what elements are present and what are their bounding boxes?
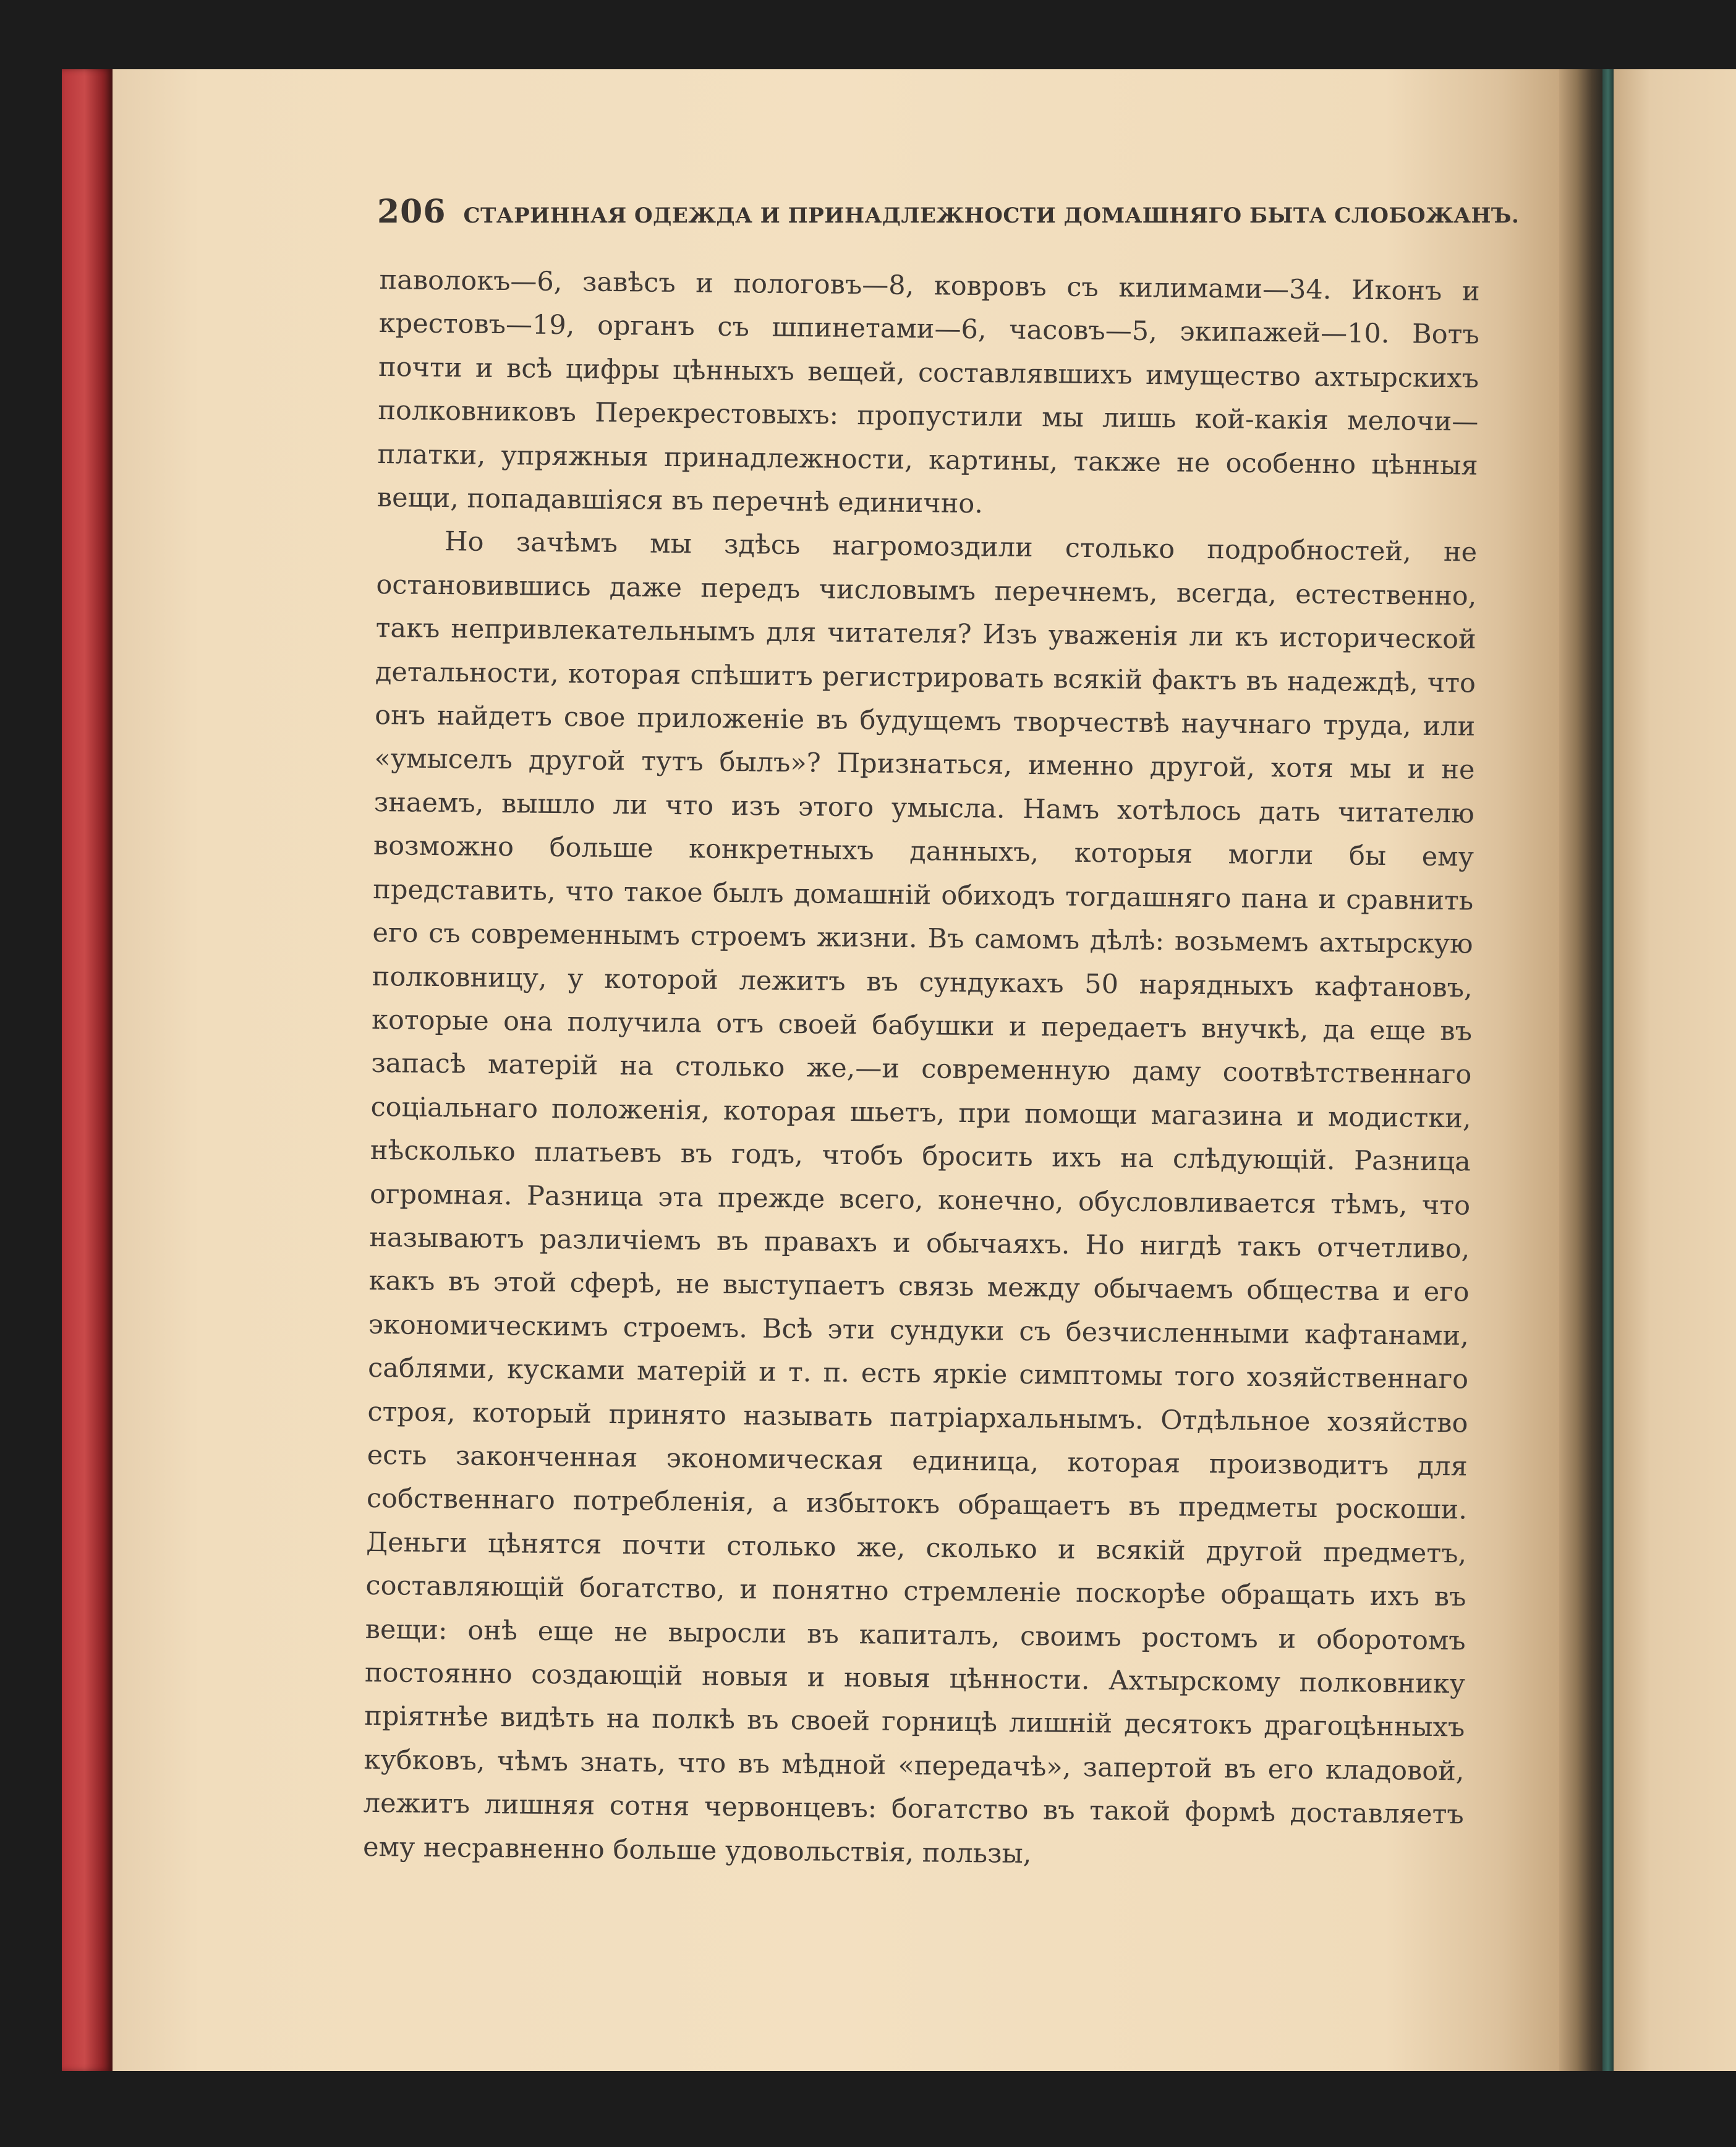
page-body bbox=[361, 258, 1480, 2038]
red-book-spine bbox=[62, 69, 113, 2071]
page-header bbox=[377, 193, 1520, 236]
running-title: СТАРИННАЯ ОДЕЖДА И ПРИНАДЛЕЖНОСТИ ДОМАШНЯГО БЫТА СЛОБОЖАНЪ. bbox=[463, 203, 1520, 228]
paragraph: Но зачѣмъ мы здѣсь нагромоздили столько подробностей, не остановившись даже передъ числовымъ перечнемъ, всегда, естественно, такъ непривлекательнымъ для читателя? Изъ уваженія ли къ исторической детальности, которая спѣшитъ регистрировать всякій фактъ въ надеждѣ, что онъ найдетъ свое приложеніе въ будущемъ творчествѣ научнаго труда, или «умыселъ другой тутъ былъ»? Признаться, именно другой, хотя мы и не знаемъ, вышло ли что изъ этого умысла. Намъ хотѣлось дать читателю возможно больше конкретныхъ данныхъ, которыя могли бы ему представить, что такое былъ домашній обиходъ тогдашняго пана и сравнить его съ современнымъ строемъ жизни. Въ самомъ дѣлѣ: возьмемъ ахтырскую полковницу, у которой лежитъ въ сундукахъ 50 нарядныхъ кафтановъ, которые она получила отъ своей бабушки и передаетъ внучкѣ, да еще въ запасѣ матерій на столько же,—и современную даму соотвѣтственнаго соціальнаго положенія, которая шьетъ, при помощи магазина и модистки, нѣсколько платьевъ въ годъ, чтобъ бросить ихъ на слѣдующій. Разница огромная. Разница эта прежде всего, конечно, обусловливается тѣмъ, что называютъ различіемъ въ правахъ и обычаяхъ. Но нигдѣ такъ отчетливо, какъ въ этой сферѣ, не выступаетъ связь между обычаемъ общества и его экономическимъ строемъ. Всѣ эти сундуки съ безчисленными кафтанами, саблями, кусками матерій и т. п. есть яркіе симптомы того хозяйственнаго строя, который принято называть патріархальнымъ. Отдѣльное хозяйство есть законченная экономическая единица, которая производитъ для собственнаго потребленія, а избытокъ обращаетъ въ предметы роскоши. Деньги цѣнятся почти столько же, сколько и всякій другой предметъ, составляющій богатство, и понятно стремленіе поскорѣе обращать ихъ въ вещи: онѣ еще не выросли въ капиталъ, своимъ ростомъ и оборотомъ постоянно создающій новыя и новыя цѣнности. Ахтырскому полковнику пріятнѣе видѣть на полкѣ въ своей горницѣ лишній десятокъ драгоцѣнныхъ кубковъ, чѣмъ знать, что въ мѣдной «передачѣ», запертой въ его кладовой, лежитъ лишняя сотня червонцевъ: богатство въ такой формѣ доставляетъ ему несравненно больше удовольствія, пользы, bbox=[362, 526, 1478, 1869]
page-number: 206 bbox=[377, 193, 446, 231]
page-gutter bbox=[1559, 69, 1602, 2071]
facing-page-edge bbox=[1614, 69, 1736, 2071]
paragraph-continued: паволокъ—6, завѣсъ и пологовъ—8, ковровъ съ килимами—34. Иконъ и крестовъ—19, органъ съ шпинетами—6, часовъ—5, экипажей—10. Вотъ почти и всѣ цифры цѣнныхъ вещей, составлявшихъ имущество ахтырскихъ полковниковъ Перекрестовыхъ: пропустили мы лишь кой-какія мелочи—платки, упряжныя принадлежности, картины, также не особенно цѣнныя вещи, попадавшіяся въ перечнѣ единично. bbox=[377, 264, 1480, 520]
green-cover-edge bbox=[1602, 69, 1614, 2071]
